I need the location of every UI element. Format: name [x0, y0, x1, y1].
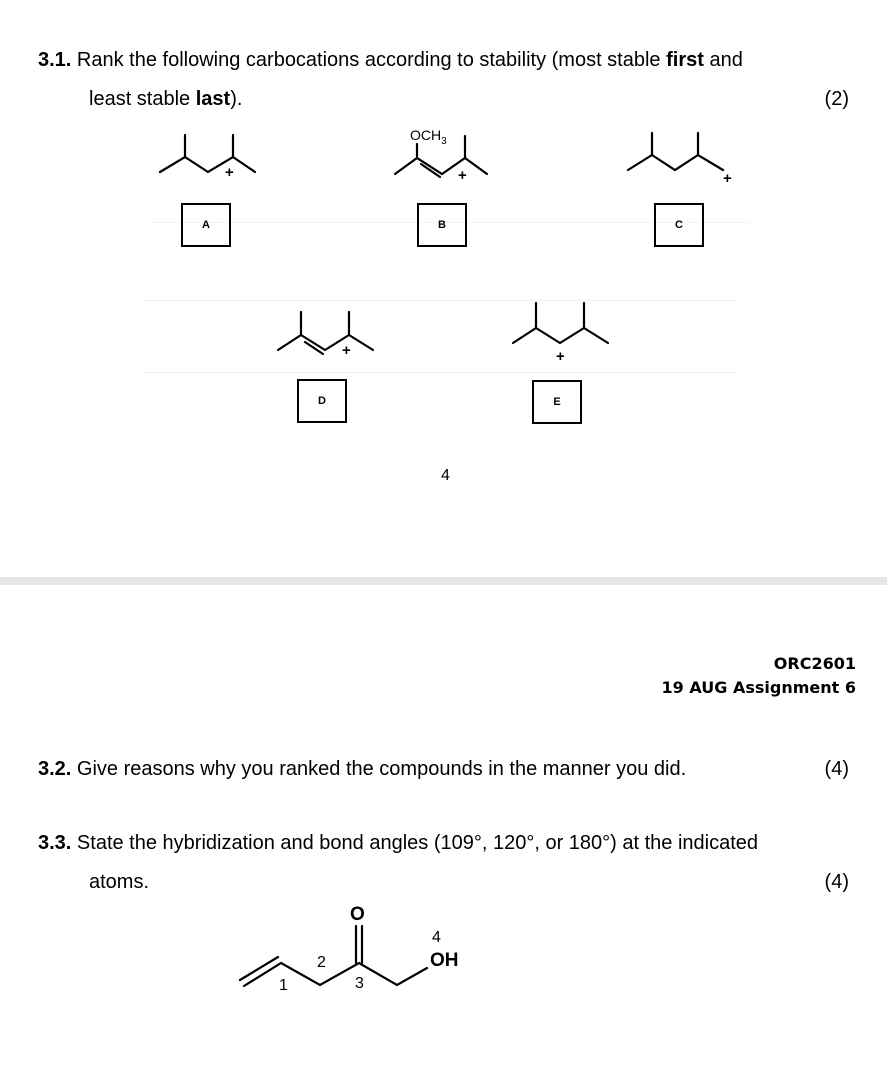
atom-number-2: 2: [317, 954, 326, 971]
label-box-b: B: [417, 203, 467, 247]
plus-charge: +: [225, 164, 234, 181]
question-3-2: [38, 757, 686, 781]
question-3-1-line2: [89, 87, 242, 111]
atom-number-3: 3: [355, 975, 364, 992]
carbocation-c-structure: [625, 128, 745, 188]
question-3-1: [38, 48, 858, 72]
faint-rule: [140, 300, 740, 301]
label-box-a: A: [181, 203, 231, 247]
emphasis-first: first: [666, 49, 704, 71]
plus-charge: +: [342, 342, 351, 359]
question-text-cont: ).: [230, 88, 243, 110]
hydroxy-ketone-structure: [235, 900, 475, 1000]
question-3-3: [38, 831, 873, 855]
assignment-title: 19 AUG Assignment 6: [661, 678, 856, 697]
carbocation-e-structure: [510, 298, 620, 368]
label-box-e: E: [532, 380, 582, 424]
methoxy-label: $OCH_3$: [410, 127, 447, 147]
marks-3-1: (2): [824, 88, 849, 110]
carbocation-b-structure: [390, 122, 500, 190]
atom-number-4: 4: [432, 929, 441, 946]
carbocation-d-structure: [275, 300, 385, 360]
question-number: 3.2.: [38, 758, 72, 780]
hydroxyl-label: OH: [430, 950, 459, 971]
question-text-cont: and: [703, 49, 743, 71]
question-3-3-line2: atoms.: [89, 871, 150, 893]
marks-3-3: (4): [824, 871, 849, 893]
atom-number-1: 1: [279, 977, 288, 994]
question-text: Give reasons why you ranked the compounds in the manner you did.: [76, 758, 687, 780]
plus-charge: +: [556, 348, 565, 365]
carbocation-a-structure: [155, 130, 265, 190]
faint-rule: [140, 372, 740, 373]
plus-charge: +: [723, 170, 732, 187]
question-number: 3.1.: [38, 49, 72, 71]
question-number: 3.3.: [38, 832, 72, 854]
label-box-c: C: [654, 203, 704, 247]
page-divider: [0, 577, 887, 585]
label-box-d: D: [297, 379, 347, 423]
question-text: Rank the following carbocations according to stability (most stable: [76, 49, 667, 71]
oxygen-label: O: [350, 904, 365, 925]
emphasis-last: last: [195, 88, 231, 110]
course-code: ORC2601: [773, 654, 856, 673]
marks-3-2: (4): [824, 758, 849, 780]
question-text: State the hybridization and bond angles (109°, 120°, or 180°) at the indicated: [76, 832, 759, 854]
page-number: 4: [441, 467, 450, 484]
plus-charge: +: [458, 167, 467, 184]
question-text-cont: least stable: [89, 88, 196, 110]
